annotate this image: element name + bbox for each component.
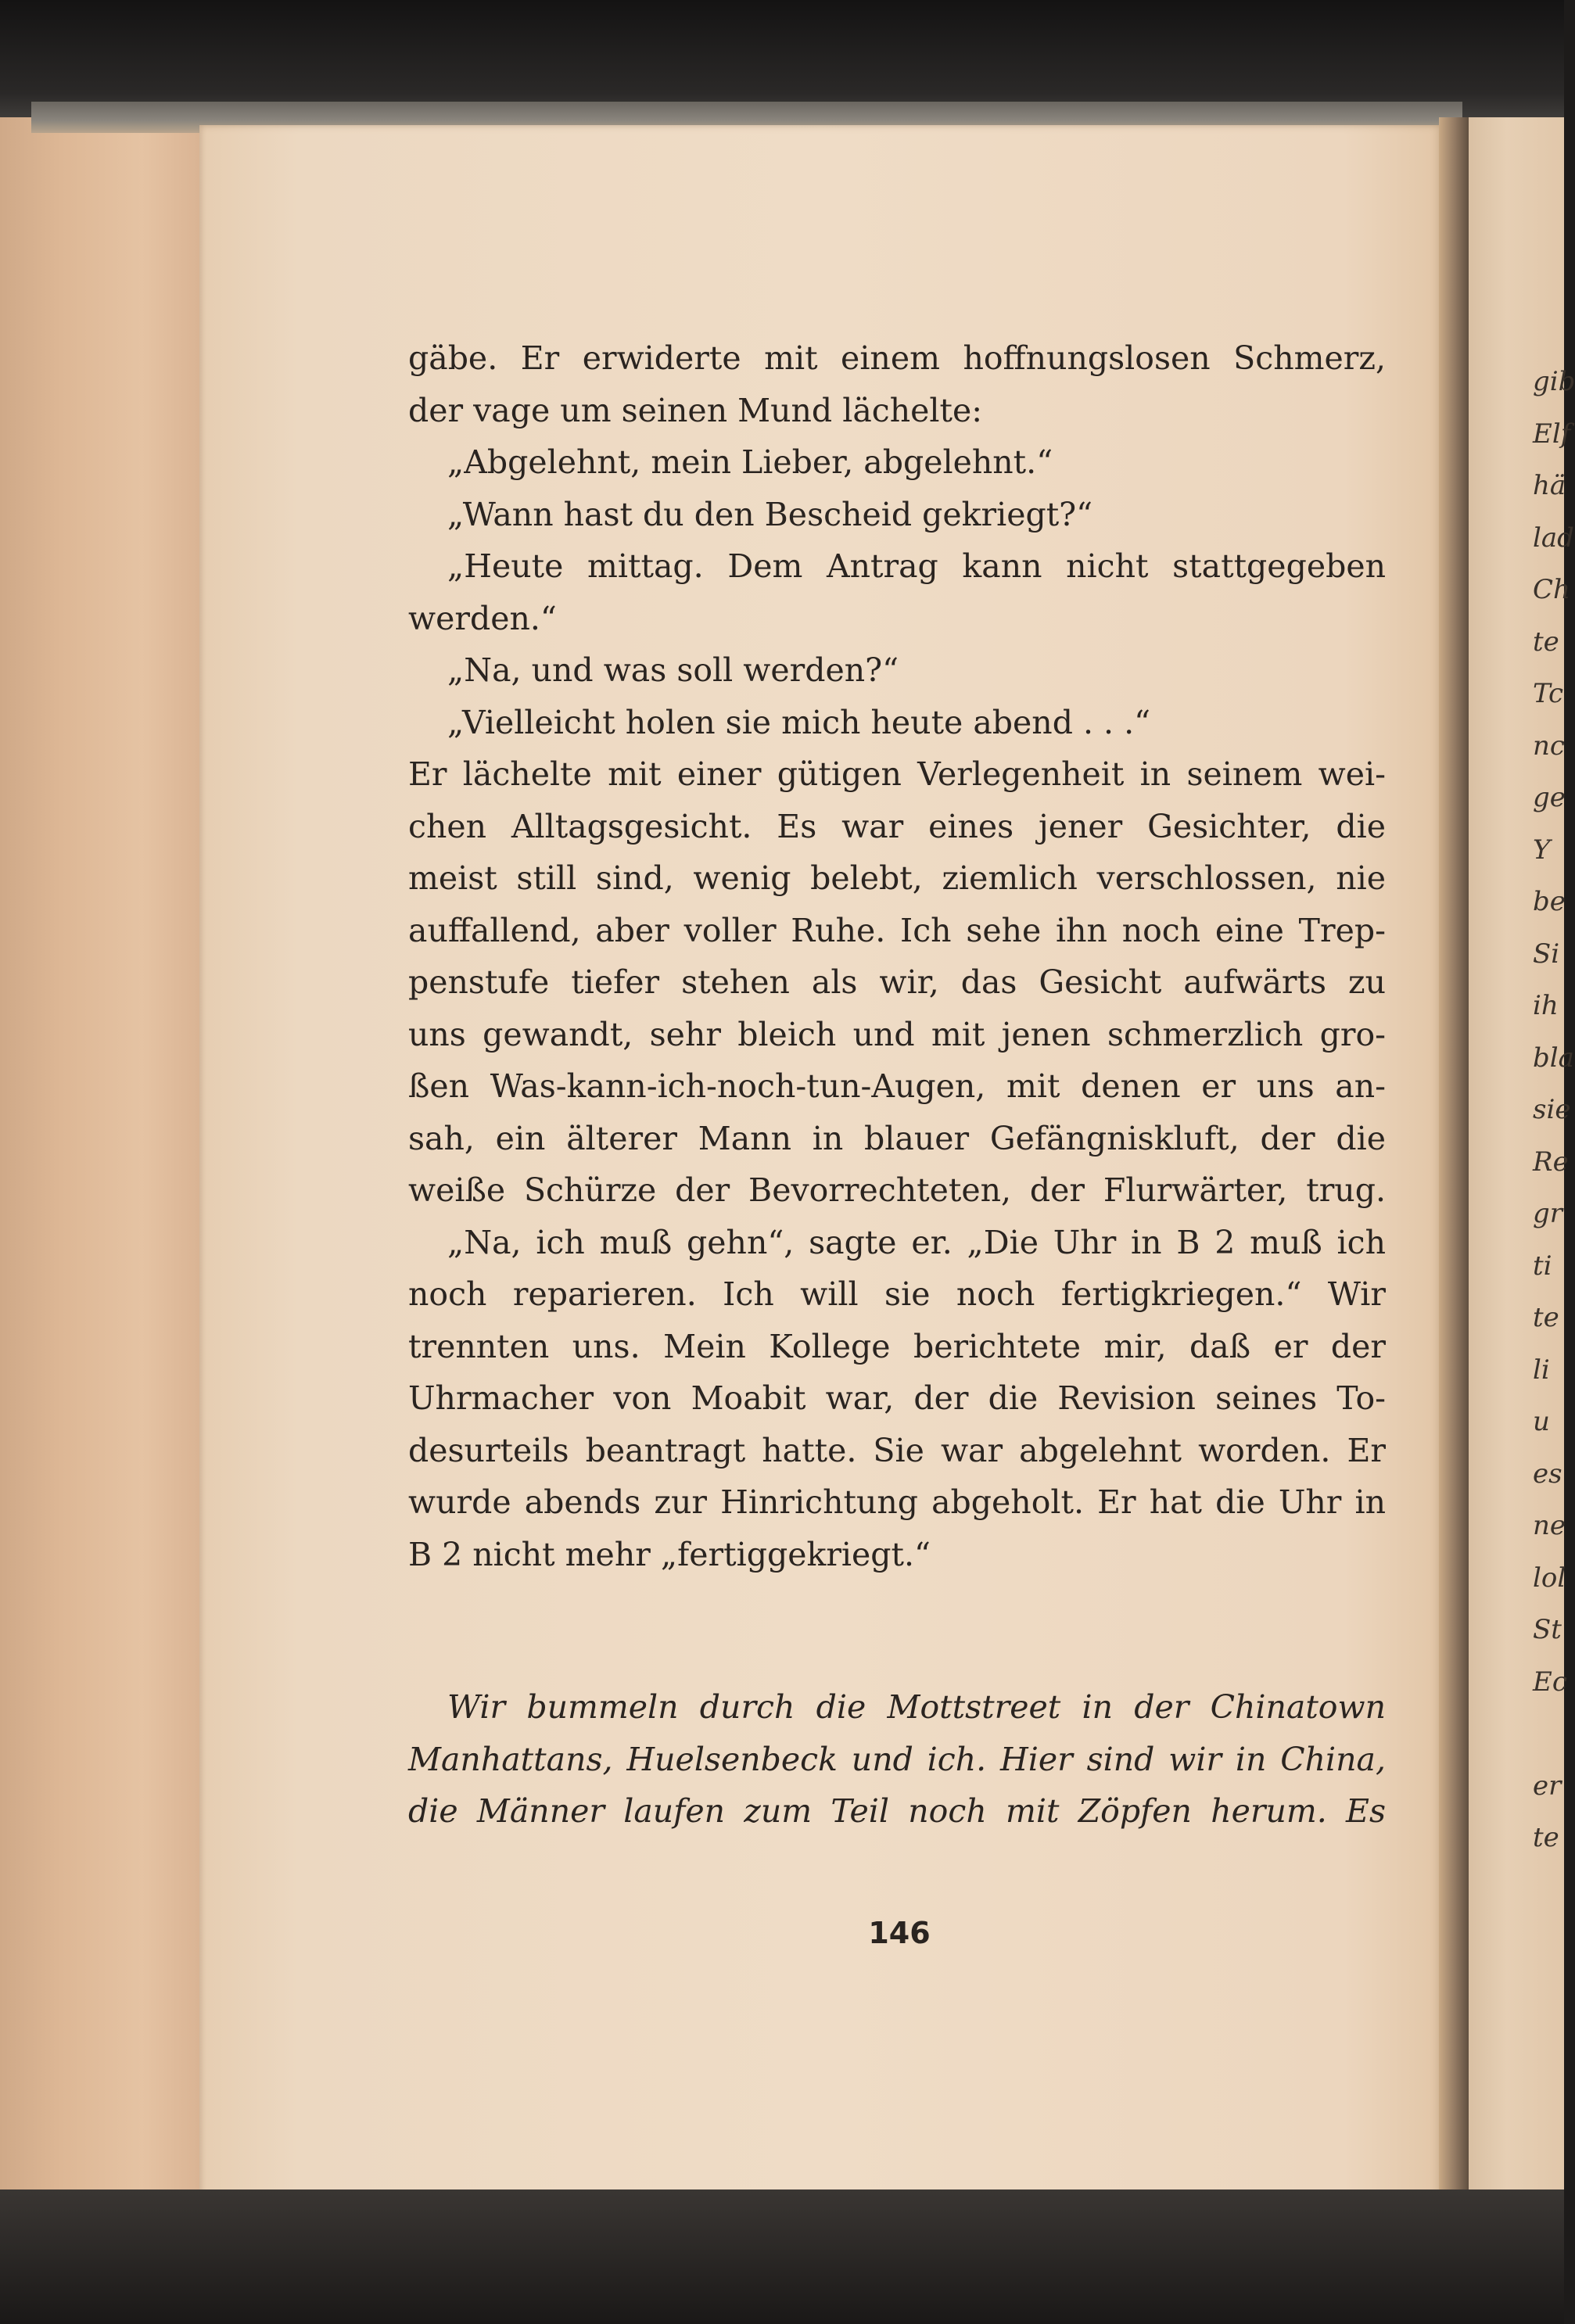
text-line: sah, ein älterer Mann in blauer Gefängniskluft, der die — [408, 1119, 1386, 1157]
fragment-line: gr — [1533, 1198, 1563, 1229]
fragment-line: bla — [1533, 1042, 1574, 1074]
text-line: „Heute mittag. Dem Antrag kann nicht stattgegeben — [447, 547, 1386, 585]
text-line: meist still sind, wenig belebt, ziemlich verschlossen, nie — [408, 859, 1386, 897]
fragment-line: sie — [1533, 1094, 1571, 1125]
fragment-line: Re — [1533, 1146, 1569, 1178]
text-line: auffallend, aber voller Ruhe. Ich sehe ihn noch eine Trep- — [408, 911, 1386, 949]
fragment-line: be — [1533, 886, 1566, 917]
text-line: trennten uns. Mein Kollege berichtete mir, daß er der — [408, 1327, 1386, 1365]
fragment-line: te — [1533, 1302, 1559, 1333]
text-line: chen Alltagsgesicht. Es war eines jener Gesichter, die — [408, 807, 1386, 845]
text-line: „Abgelehnt, mein Lieber, abgelehnt.“ — [447, 443, 1053, 481]
fragment-line: Y — [1533, 834, 1551, 866]
scan-background-bottom — [0, 2190, 1564, 2324]
fragment-line: Tc — [1533, 678, 1564, 709]
fragment-line: Elf — [1533, 418, 1571, 450]
fragment-line: gib — [1533, 366, 1575, 397]
page-stack-edge — [0, 117, 203, 2221]
text-line: gäbe. Er erwiderte mit einem hoffnungslosen Schmerz, — [408, 339, 1386, 377]
fragment-line: u — [1533, 1406, 1550, 1437]
text-line: wurde abends zur Hinrichtung abgeholt. Er hat die Uhr in — [408, 1483, 1386, 1521]
fragment-line — [1533, 1708, 1564, 1760]
italic-line: Wir bummeln durch die Mottstreet in der Chinatown — [447, 1688, 1386, 1726]
text-line: „Na, und was soll werden?“ — [447, 651, 899, 689]
text-line: weiße Schürze der Bevorrechteten, der Flurwärter, trug. — [408, 1171, 1386, 1209]
text-line: Er lächelte mit einer gütigen Verlegenheit in seinem wei- — [408, 755, 1386, 793]
fragment-line: li — [1533, 1354, 1550, 1386]
text-line: ßen Was-kann-ich-noch-tun-Augen, mit denen er uns an- — [408, 1067, 1386, 1105]
text-line: noch reparieren. Ich will sie noch fertigkriegen.“ Wir — [408, 1275, 1386, 1313]
body-text — [408, 332, 1386, 1580]
fragment-line: nc — [1533, 730, 1565, 762]
fragment-line: ge — [1533, 782, 1566, 813]
fragment-line: lad — [1533, 522, 1574, 554]
text-line: penstufe tiefer stehen als wir, das Gesicht aufwärts zu — [408, 963, 1386, 1001]
text-line: B 2 nicht mehr „fertiggekriegt.“ — [408, 1535, 931, 1573]
text-line: „Na, ich muß gehn“, sagte er. „Die Uhr in B 2 muß ich — [447, 1223, 1386, 1261]
fragment-line: hä — [1533, 470, 1566, 501]
book-gutter — [1439, 117, 1470, 2221]
italic-line: die Männer laufen zum Teil noch mit Zöpfen herum. Es — [408, 1792, 1386, 1830]
page-number: 146 — [868, 1916, 931, 1950]
fragment-line: Si — [1533, 938, 1560, 970]
text-line: Uhrmacher von Moabit war, der die Revision seines To- — [408, 1379, 1386, 1417]
italic-passage — [408, 1681, 1386, 1838]
facing-page-text-fragments — [1533, 356, 1575, 1864]
text-line: „Wann hast du den Bescheid gekriegt?“ — [447, 495, 1093, 533]
fragment-line: Ch — [1533, 574, 1570, 605]
text-line: uns gewandt, sehr bleich und mit jenen schmerzlich gro- — [408, 1015, 1386, 1053]
fragment-line: er — [1533, 1770, 1562, 1802]
fragment-line: te — [1533, 626, 1559, 658]
fragment-line: lol — [1533, 1562, 1566, 1594]
fragment-line: ne — [1533, 1510, 1566, 1541]
text-line: desurteils beantragt hatte. Sie war abgelehnt worden. Er — [408, 1431, 1386, 1469]
italic-line: Manhattans, Huelsenbeck und ich. Hier sind wir in China, — [408, 1740, 1386, 1778]
fragment-line: ih — [1533, 990, 1559, 1021]
fragment-line: es — [1533, 1458, 1562, 1490]
text-line: der vage um seinen Mund lächelte: — [408, 391, 983, 429]
fragment-line: Ec — [1533, 1666, 1567, 1698]
fragment-line: ti — [1533, 1250, 1552, 1282]
text-line: werden.“ — [408, 599, 557, 637]
text-line: „Vielleicht holen sie mich heute abend . . .“ — [447, 703, 1151, 741]
fragment-line: St — [1533, 1614, 1562, 1645]
fragment-line: te — [1533, 1822, 1559, 1853]
